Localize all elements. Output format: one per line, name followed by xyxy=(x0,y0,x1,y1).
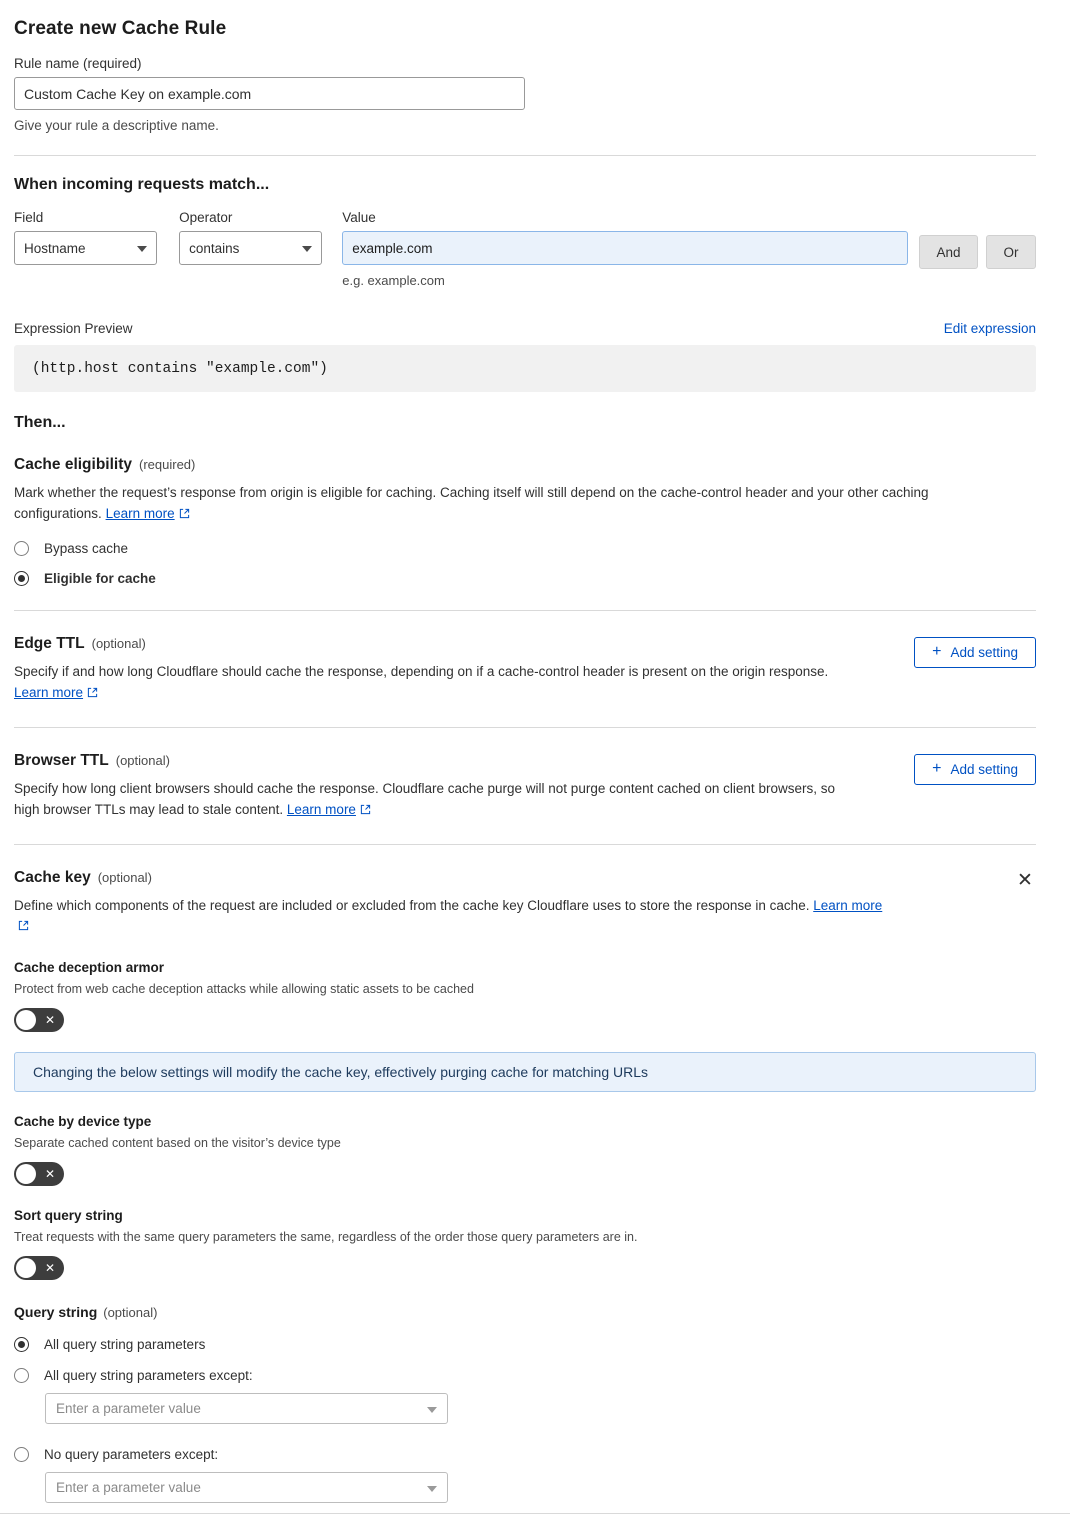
query-string-title: Query string xyxy=(14,1304,98,1321)
cache-eligibility-description xyxy=(14,483,1014,526)
toggle-off-icon: ✕ xyxy=(44,1167,55,1182)
cache-key-title: Cache key xyxy=(14,868,91,886)
radio-eligible-for-cache[interactable] xyxy=(14,571,1036,586)
external-link-icon xyxy=(18,917,29,938)
query-string-qualifier: (optional) xyxy=(103,1305,158,1321)
browser-ttl-description xyxy=(14,779,844,822)
operator-column xyxy=(179,210,322,265)
browser-ttl-title: Browser TTL xyxy=(14,751,109,769)
query-string-header xyxy=(14,1304,1036,1320)
logic-buttons xyxy=(919,210,1036,269)
cache-eligibility-qualifier: (required) xyxy=(139,457,196,472)
then-title: Then... xyxy=(14,414,66,431)
sort-query-string-title: Sort query string xyxy=(14,1208,123,1224)
cache-key-learn-more-link[interactable]: Learn more xyxy=(813,897,883,913)
toggle-knob xyxy=(16,1258,36,1278)
edge-ttl-learn-more-link[interactable]: Learn more xyxy=(14,684,84,700)
radio-all-query-params[interactable] xyxy=(14,1337,1036,1352)
plus-icon: + xyxy=(932,760,942,778)
radio-no-query-params-except-label: No query parameters except: xyxy=(44,1447,219,1463)
rule-name-helper: Give your rule a descriptive name. xyxy=(14,118,219,133)
edge-ttl-title: Edge TTL xyxy=(14,634,85,652)
rule-name-input[interactable] xyxy=(14,77,525,110)
field-select[interactable] xyxy=(14,231,157,265)
radio-no-query-params-except-indicator xyxy=(14,1447,29,1462)
cache-key-warning-banner: Changing the below settings will modify the cache key, effectively purging cache for matching URLs xyxy=(14,1052,1036,1092)
and-button[interactable]: And xyxy=(919,235,978,269)
cache-key-description xyxy=(14,896,894,939)
value-hint: e.g. example.com xyxy=(342,273,445,288)
radio-all-query-params-label: All query string parameters xyxy=(44,1337,206,1353)
external-link-icon xyxy=(87,684,98,705)
toggle-off-icon: ✕ xyxy=(44,1261,55,1276)
cache-key-description-text: Define which components of the request are included or excluded from the cache key Cloudflare uses to store the response in cache. xyxy=(14,897,810,913)
plus-icon: + xyxy=(932,643,942,661)
cache-eligibility-description-text: Mark whether the request’s response from origin is eligible for caching. Caching itself will still depend on the cache-control header and your other caching configurations. xyxy=(14,485,929,521)
chevron-down-icon xyxy=(427,1407,437,1413)
browser-ttl-description-text: Specify how long client browsers should cache the response. Cloudflare cache purge will not purge content cached on client browsers, so high browser TTLs may lead to stale content. xyxy=(14,780,835,817)
value-input[interactable] xyxy=(342,231,908,265)
chevron-down-icon xyxy=(302,246,312,252)
radio-bypass-cache-label: Bypass cache xyxy=(44,540,129,556)
field-select-value: Hostname xyxy=(24,240,86,256)
edge-ttl-add-setting-label: Add setting xyxy=(950,644,1018,660)
sort-query-string-description: Treat requests with the same query parameters the same, regardless of the order those query parameters are in. xyxy=(14,1230,638,1245)
edge-ttl-qualifier: (optional) xyxy=(91,635,146,651)
cache-deception-armor-title: Cache deception armor xyxy=(14,960,165,976)
cache-by-device-type-description: Separate cached content based on the visitor’s device type xyxy=(14,1136,341,1151)
edge-ttl-description-text: Specify if and how long Cloudflare should cache the response, depending on if a cache-control header is present on the origin response. xyxy=(14,663,829,679)
match-section-title: When incoming requests match... xyxy=(14,176,270,193)
browser-ttl-learn-more-link[interactable]: Learn more xyxy=(286,801,356,817)
edge-ttl-section xyxy=(14,611,1036,705)
edge-ttl-header xyxy=(14,635,844,653)
browser-ttl-qualifier: (optional) xyxy=(115,752,170,768)
cache-by-device-type-toggle[interactable] xyxy=(14,1162,64,1186)
operator-label: Operator xyxy=(179,210,233,225)
sort-query-string-toggle[interactable] xyxy=(14,1256,64,1280)
edge-ttl-description xyxy=(14,662,844,705)
radio-all-query-params-indicator xyxy=(14,1337,29,1352)
divider-1 xyxy=(14,155,1036,156)
chevron-down-icon xyxy=(137,246,147,252)
browser-ttl-add-setting-button[interactable] xyxy=(914,754,1036,785)
edit-expression-link[interactable]: Edit expression xyxy=(943,321,1036,336)
value-label: Value xyxy=(342,210,376,225)
rule-name-group xyxy=(14,56,1036,133)
edge-ttl-add-setting-button[interactable] xyxy=(914,637,1036,668)
external-link-icon xyxy=(360,801,371,822)
radio-bypass-cache-indicator xyxy=(14,541,29,556)
cache-eligibility-header xyxy=(14,456,1036,474)
or-button[interactable]: Or xyxy=(986,235,1036,269)
radio-bypass-cache[interactable] xyxy=(14,541,1036,556)
rule-name-label: Rule name (required) xyxy=(14,56,142,71)
chevron-down-icon xyxy=(427,1486,437,1492)
cache-by-device-type-title: Cache by device type xyxy=(14,1114,152,1130)
cache-deception-armor-toggle[interactable] xyxy=(14,1008,64,1032)
expression-header xyxy=(14,321,1036,336)
all-except-parameter-placeholder: Enter a parameter value xyxy=(56,1401,201,1417)
expression-label: Expression Preview xyxy=(14,321,133,336)
toggle-off-icon: ✕ xyxy=(44,1013,55,1028)
cache-key-qualifier: (optional) xyxy=(97,869,152,885)
close-icon[interactable]: ✕ xyxy=(1017,870,1033,892)
match-row xyxy=(14,210,1036,288)
browser-ttl-add-setting-label: Add setting xyxy=(950,761,1018,777)
toggle-knob xyxy=(16,1164,36,1184)
all-except-parameter-select[interactable] xyxy=(45,1393,448,1424)
radio-eligible-for-cache-label: Eligible for cache xyxy=(44,570,156,586)
field-column xyxy=(14,210,157,265)
field-label: Field xyxy=(14,210,44,225)
no-except-parameter-placeholder: Enter a parameter value xyxy=(56,1480,201,1496)
cache-eligibility-title: Cache eligibility xyxy=(14,456,133,473)
no-except-parameter-select[interactable] xyxy=(45,1472,448,1503)
radio-eligible-for-cache-indicator xyxy=(14,571,29,586)
radio-all-query-params-except[interactable] xyxy=(14,1368,1036,1383)
page-title: Create new Cache Rule xyxy=(14,18,227,39)
cache-key-section xyxy=(14,845,1036,939)
operator-select-value: contains xyxy=(189,240,240,256)
cache-deception-armor-description: Protect from web cache deception attacks while allowing static assets to be cached xyxy=(14,982,474,997)
cache-key-header xyxy=(14,869,894,887)
cache-eligibility-learn-more-link[interactable]: Learn more xyxy=(105,505,175,521)
expression-preview: (http.host contains "example.com") xyxy=(14,345,1036,392)
divider-bottom xyxy=(0,1513,1070,1514)
toggle-knob xyxy=(16,1010,36,1030)
radio-all-query-params-except-indicator xyxy=(14,1368,29,1383)
operator-select[interactable] xyxy=(179,231,322,265)
browser-ttl-header xyxy=(14,752,844,770)
browser-ttl-section xyxy=(14,728,1036,822)
external-link-icon xyxy=(179,505,190,526)
value-column xyxy=(342,210,908,288)
radio-all-query-params-except-label: All query string parameters except: xyxy=(44,1368,253,1384)
radio-no-query-params-except[interactable] xyxy=(14,1447,1036,1462)
